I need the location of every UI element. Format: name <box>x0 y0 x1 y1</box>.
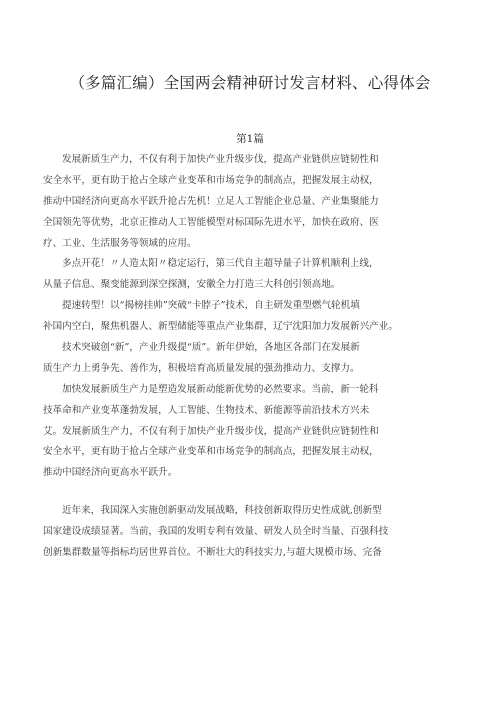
text-line: 从量子信息、聚变能源到深空探测，安徽全力打造三大科创引领高地。 <box>43 279 341 291</box>
text-line: 补国内空白，聚焦机器人、新型储能等重点产业集群，辽宁沈阳加力发展新兴产业。 <box>43 321 398 333</box>
text-line: 技革命和产业变革蓬勃发展，人工智能、生物技术、新能源等前沿技术方兴未 <box>43 404 370 416</box>
paragraph <box>43 338 459 380</box>
document-body <box>43 150 459 564</box>
paragraph <box>43 501 459 564</box>
text-line: 艾。发展新质生产力，不仅有利于加快产业升级步伐，提高产业链供应链韧性和 <box>43 425 379 437</box>
document-title: （多篇汇编）全国两会精神研讨发言材料、心得体会 <box>69 74 431 92</box>
text-line: 提速转型！以“揭榜挂帅”突破“卡脖子”技术，自主研发重型燃气轮机填 <box>62 300 360 312</box>
text-line: 全国领先等优势，北京正推动人工智能模型对标国际先进水平，加快在政府、医 <box>43 216 379 228</box>
text-line: 发展新质生产力，不仅有利于加快产业升级步伐，提高产业链供应链韧性和 <box>62 154 379 165</box>
paragraph <box>43 254 459 296</box>
paragraph <box>43 296 459 338</box>
paragraph <box>43 150 459 254</box>
text-line: 推动中国经济向更高水平跃升。 <box>43 467 178 479</box>
text-line: 推动中国经济向更高水平跃升抢占先机！立足人工智能企业总量、产业集聚能力 <box>43 195 379 207</box>
text-line: 质生产力上勇争先、善作为，积极培育高质量发展的强劲推动力、支撑力。 <box>43 362 360 374</box>
text-line: 多点开花！〃人造太阳〃稳定运行，第三代自主超导量子计算机顺利上线， <box>62 258 379 270</box>
text-line: 加快发展新质生产力是塑造发展新动能新优势的必然要求。当前，新一轮科 <box>62 383 379 395</box>
text-line: 近年来，我国深入实施创新驱动发展战略，科技创新取得历史性成就,创新型 <box>62 505 382 517</box>
section-heading: 第1篇 <box>236 133 264 145</box>
text-line: 疗、工业、生活服务等领域的应用。 <box>43 237 197 249</box>
paragraph-spacer <box>43 484 459 501</box>
paragraph <box>43 380 459 484</box>
text-line: 技术突破创“新”，产业升级提“质”。新年伊始，各地区各部门在发展新 <box>62 342 360 354</box>
text-line: 安全水平，更有助于抢占全球产业变革和市场竞争的制高点，把握发展主动权， <box>43 446 379 458</box>
text-line: 国家建设成绩显著。当前，我国的发明专利有效量、研发人员全时当量、百强科技 <box>43 526 389 538</box>
text-line: 安全水平，更有助于抢占全球产业变革和市场竞争的制高点，把握发展主动权， <box>43 174 379 186</box>
text-line: 创新集群数量等指标均居世界首位。不断壮大的科技实力,与超大规模市场、完备 <box>43 547 382 559</box>
